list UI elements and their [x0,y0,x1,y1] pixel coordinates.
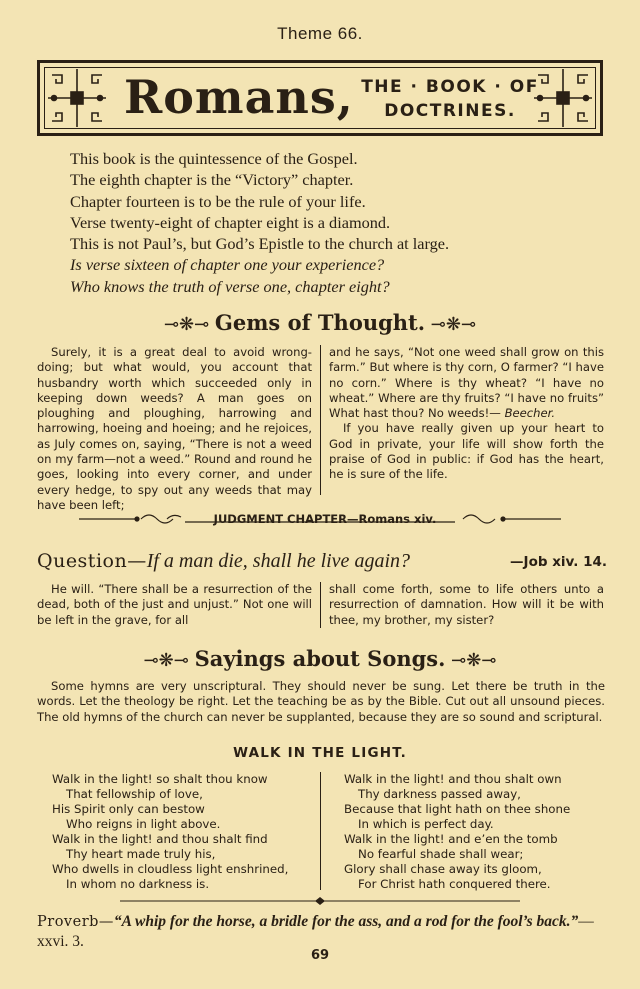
intro-question: Who knows the truth of verse one, chapter eight? [70,276,390,296]
intro-line: The eighth chapter is the “Victory” chapter. [70,170,354,190]
gems-heading-row [0,310,640,335]
judgment-label: JUDGMENT CHAPTER—Romans xiv. [213,512,437,526]
question-line [37,550,607,573]
intro-block [70,148,449,297]
intro-line: Chapter fourteen is to be the rule of your life. [70,191,366,211]
intro-line: This book is the quintessence of the Gospel. [70,149,358,168]
column-divider [320,772,321,890]
proverb [37,912,609,951]
banner-subtitle-line1: THE · BOOK · OF [361,77,539,97]
hymn-line: Who dwells in cloudless light enshrined, [52,862,289,876]
gems-left-column [37,345,312,513]
column-divider [320,582,321,628]
flourish-left-icon: ⊸❋⊸ [143,650,195,671]
proverb-label: Proverb— [37,914,114,930]
flourish-left-icon: ⊸❋⊸ [163,314,215,335]
hymn-line: Thy darkness passed away, [358,787,521,801]
hymn-line: In whom no darkness is. [66,877,210,891]
hymn-right-column [344,772,570,892]
question-right-column [329,582,604,628]
hymn-line: Who reigns in light above. [66,817,221,831]
hymn-title: WALK IN THE LIGHT. [233,745,407,761]
hymn-line: Glory shall chase away its gloom, [344,862,542,876]
question-right-text: shall come forth, some to life others unto a resurrection of damnation. How will it be with thee, my brother, my sister? [329,582,604,627]
hymn-line: His Spirit only can bestow [52,802,205,816]
page-number: 69 [310,948,330,963]
judgment-rule [75,508,565,530]
question-label: Question— [37,550,147,572]
gems-right-column [329,345,604,483]
question-left-column [37,582,312,628]
songs-heading: Sayings about Songs. [194,646,446,671]
songs-paragraph: Some hymns are very unscriptural. They should never be sung. Let there be truth in the words. Let the theology be right. Let the teaching be as by the Bible. Cut out all unsound pieces. The old hymns of the church can never be supplanted, because they are so sound and scriptural. [37,679,605,724]
hymn-line: Thy heart made truly his, [66,847,216,861]
hymn-left-column [52,772,288,892]
banner-title: Romans, [124,70,354,124]
hymn-line: Because that light hath on thee shone [344,802,571,816]
intro-line: This is not Paul’s, but God’s Epistle to the church at large. [70,234,450,254]
gems-heading: Gems of Thought. [214,310,426,335]
gems-right-text-2: If you have really given up your heart to God in private, your life will show forth the praise of God in public: if God has the heart, he is sure of the life. [329,421,604,482]
intro-line: Verse twenty-eight of chapter eight is a diamond. [70,212,391,232]
question-left-text: He will. “There shall be a resurrection of the dead, both of the just and unjust.” Not one will be left in the grave, for all [37,582,312,627]
column-divider [320,345,321,495]
gems-left-text: Surely, it is a great deal to avoid wrong-doing; but what would‚ you account that husbandry worth which succeeded only in keeping down weeds? A man goes on ploughing and ploughing, harrowing and harrowing, hoeing and hoeing; and he rejoices, as July comes on, saying, “There is not a weed on my farm—not a weed.” Round and round he goes, looking into every corner, and under every hedge, to spy out any weeds that may have been left; [37,345,312,512]
hymn-line: That fellowship of love, [66,787,203,801]
question-ref: —Job xiv. 14. [510,554,607,570]
banner-subtitle [340,75,560,123]
songs-heading-row [0,646,640,671]
theme-label: Theme 66. [277,24,363,43]
hymn-line: For Christ hath conquered there. [358,877,551,891]
intro-question: Is verse sixteen of chapter one your experience? [70,255,385,275]
gems-right-text [329,345,604,421]
left-ornament-icon [42,63,112,133]
question-text: If a man die, shall he live again? [146,550,410,572]
proverb-separator-icon [120,896,520,906]
hymn-line: Walk in the light! and thou shalt find [52,832,268,846]
hymn-line: Walk in the light! and thou shalt own [344,772,562,786]
hymn-line: Walk in the light! so shalt thou know [52,772,268,786]
proverb-ref: —xxvi. 3. [37,913,594,950]
banner-subtitle-line2: DOCTRINES. [384,101,516,121]
hymn-line: Walk in the light! and e’en the tomb [344,832,558,846]
gems-right-text-1: and he says, “Not one weed shall grow on this farm.” But where is thy corn, O farmer? “I have no corn.” Where is thy wheat? “I have no wheat.” Where are thy fruits? “I have no fruits” What hast thou? No weeds!— [329,345,604,421]
proverb-text: “A whip for the horse, a bridle for the ass, and a rod for the fool’s back.” [113,913,579,930]
hymn-line: In which is perfect day. [358,817,494,831]
title-banner [37,60,603,136]
hymn-line: No fearful shade shall wear; [358,847,524,861]
attribution: Beecher. [504,406,556,421]
flourish-right-icon: ⊸❋⊸ [425,314,477,335]
flourish-right-icon: ⊸❋⊸ [445,650,497,671]
